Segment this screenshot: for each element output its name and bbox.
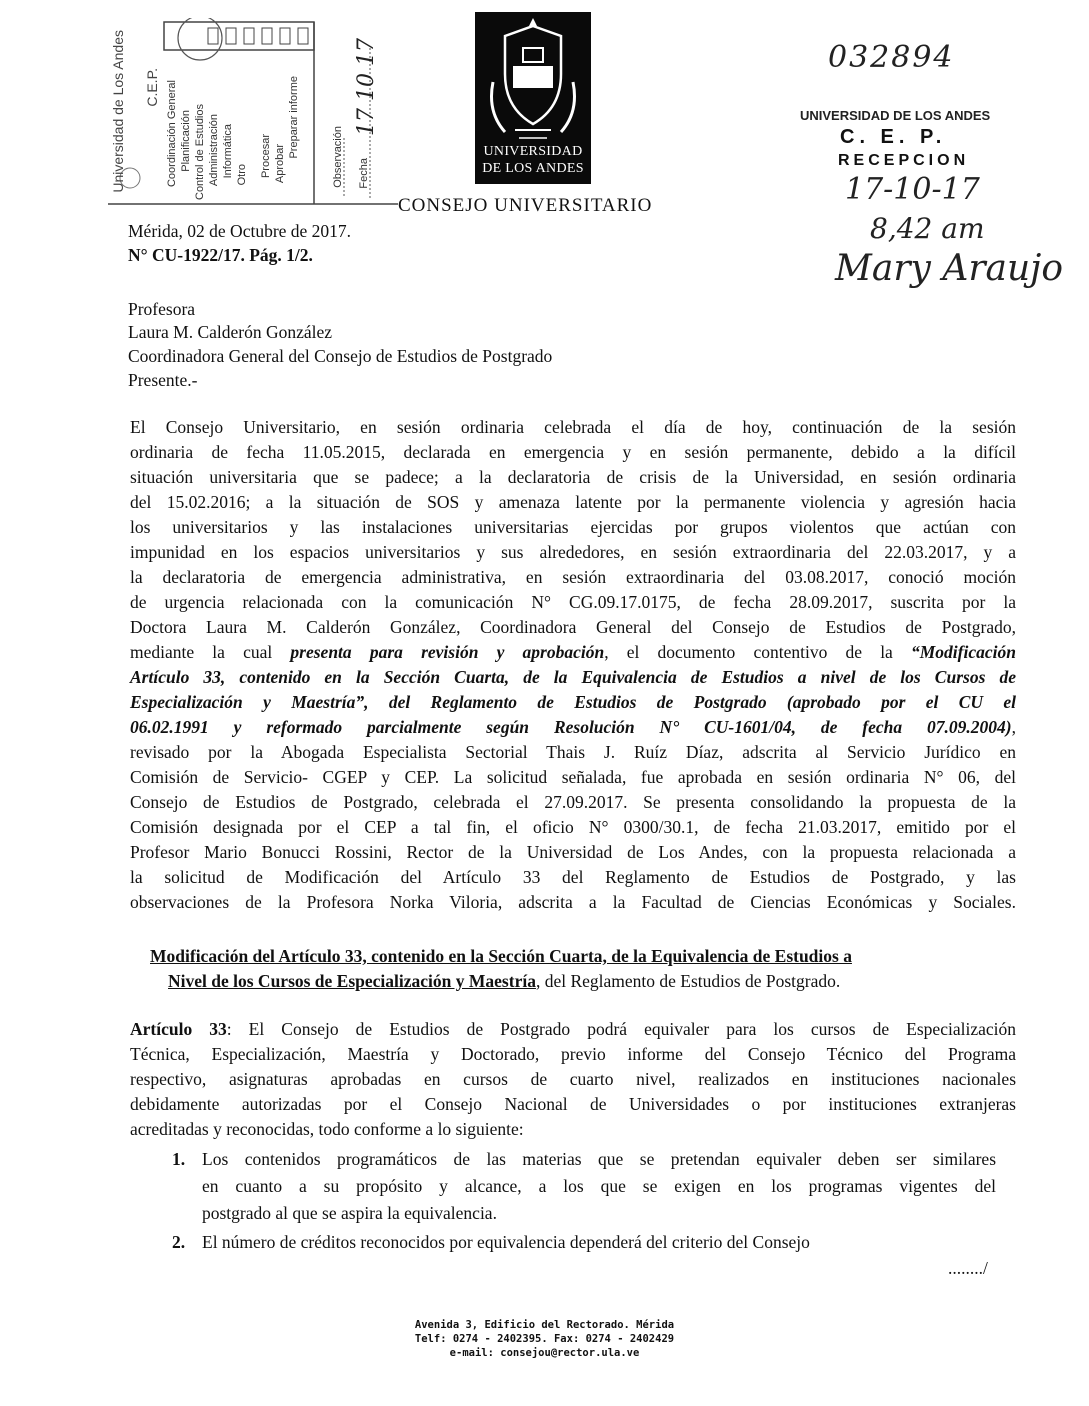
section-title-underlined: Nivel de los Cursos de Especialización y Maestría <box>168 971 536 991</box>
reception-university: UNIVERSIDAD DE LOS ANDES <box>800 108 991 123</box>
stamp-fecha-value: 17 10 17 <box>354 38 379 136</box>
logo-text-line2: DE LOS ANDES <box>482 161 584 176</box>
body-line: del 15.02.2016; a la situación de SOS y amenaza latente por la permanente violencia y agresión hacia <box>130 492 1016 512</box>
stamp-item: Administración <box>208 114 220 187</box>
article-label: Artículo 33 <box>130 1019 227 1039</box>
body-text: mediante la cual <box>130 642 291 662</box>
body-emphasis: “Modificación <box>911 642 1016 662</box>
list-number: 2. <box>172 1232 186 1252</box>
body-emphasis: presenta para revisión y aprobación <box>290 642 605 662</box>
logo-text-line1: UNIVERSIDAD <box>483 144 583 159</box>
stamp-item: Planificación <box>180 110 192 172</box>
body-line: observaciones de la Profesora Norka Viloria, adscrita a la Facultad de Ciencias Económicas y Sociales. <box>130 892 1016 912</box>
addressee-position: Coordinadora General del Consejo de Estudios de Postgrado <box>128 346 553 366</box>
registration-number: 032894 <box>828 40 955 75</box>
article-line-first <box>130 1019 1016 1040</box>
body-line: impunidad en los espacios universitarios y sus alrededores, en sesión extraordinaria del 22.03.2017, y a <box>130 542 1016 562</box>
article-line: Técnica, Especialización, Maestría y Doctorado, previo informe del Consejo Técnico del Programa <box>130 1044 1016 1064</box>
list-item-line: Los contenidos programáticos de las materias que se pretendan equivaler deben ser similares <box>202 1149 996 1169</box>
list-number: 1. <box>172 1149 186 1169</box>
body-line: de urgencia relacionada con la comunicación N° CG.09.17.0175, de fecha 28.09.2017, suscrita por la <box>130 592 1016 612</box>
body-line: Profesor Mario Bonucci Rossini, Rector de la Universidad de Los Andes, con la propuesta relacionada a <box>130 842 1016 862</box>
document-reference: N° CU-1922/17. Pág. 1/2. <box>128 245 313 265</box>
article-line: acreditadas y reconocidas, todo conforme a lo siguiente: <box>130 1119 524 1139</box>
document-date: Mérida, 02 de Octubre de 2017. <box>128 221 352 241</box>
stamp-cep: C.E.P. <box>144 68 160 107</box>
article-line: debidamente autorizadas por el Consejo Nacional de Universidades o por instituciones extranjeras <box>130 1094 1016 1114</box>
continuation-mark: ......../ <box>948 1258 988 1278</box>
body-line: ordinaria de fecha 11.05.2015, declarada en emergencia y en sesión permanente, debido a la difícil <box>130 442 1016 462</box>
body-line: la declaratoria de emergencia administrativa, en sesión extraordinaria del 03.08.2017, conoció moción <box>130 567 1016 587</box>
addressee-presente: Presente.- <box>128 370 198 390</box>
stamp-item: Control de Estudios <box>194 104 206 200</box>
body-line: Consejo de Estudios de Postgrado, celebrada el 27.09.2017. Se presenta consolidando la propuesta de la <box>130 792 1016 812</box>
footer-address: Avenida 3, Edificio del Rectorado. Mérida <box>414 1319 675 1331</box>
body-text: , el documento contentivo de la <box>604 642 911 662</box>
body-line-mixed <box>130 642 1016 663</box>
section-title-line2 <box>168 971 840 992</box>
body-line: situación universitaria que se padece; a la declaratoria de crisis de la Universidad, en sesión ordinaria <box>130 467 1016 487</box>
stamp-item: Coordinación General <box>166 80 178 188</box>
reception-date: 17-10-17 <box>845 172 980 207</box>
footer-phone: Telf: 0274 - 2402395. Fax: 0274 - 2402429 <box>414 1333 675 1345</box>
body-text: , <box>1011 717 1016 737</box>
body-line: Comisión designada por el CEP a tal fin, el oficio N° 0300/30.1, de fecha 21.03.2017, emitido por el <box>130 817 1016 837</box>
body-line-emphasis: Artículo 33, contenido en la Sección Cuarta, de la Equivalencia de Estudios a nivel de los Cursos de <box>130 667 1016 687</box>
reception-cep: C. E. P. <box>840 126 947 148</box>
reception-signature: Mary Araujo <box>835 248 1064 289</box>
body-line-emphasis: Especialización y Maestría”, del Reglamento de Estudios de Postgrado (aprobado por el CU el <box>130 692 1016 712</box>
body-line-mixed <box>130 717 1016 738</box>
stamp-item: Aprobar <box>274 144 286 184</box>
addressee-title: Profesora <box>128 299 196 319</box>
body-line: Doctora Laura M. Calderón González, Coordinadora General del Consejo de Estudios de Postgrado, <box>130 617 1016 637</box>
stamp-item: Observación <box>332 126 344 188</box>
article-text: : El Consejo de Estudios de Postgrado podrá equivaler para los cursos de Especialización <box>226 1019 1016 1039</box>
routing-stamp <box>108 18 398 206</box>
body-line: revisado por la Abogada Especialista Sectorial Thais J. Ruíz Díaz, adscrita al Servicio Jurídico en <box>130 742 1016 762</box>
council-heading: CONSEJO UNIVERSITARIO <box>398 195 653 216</box>
body-emphasis: 06.02.1991 y reformado parcialmente según Resolución N° CU-1601/04, de fecha 07.09.2004) <box>130 717 1012 737</box>
list-item-line: postgrado al que se aspira la equivalencia. <box>202 1203 497 1223</box>
body-line: los universitarios y las instalaciones universitarias ejercidas por grupos violentos que actúan con <box>130 517 1016 537</box>
stamp-university: Universidad de Los Andes <box>110 30 126 193</box>
stamp-item: Otro <box>236 164 248 186</box>
reception-time: 8,42 am <box>870 212 985 245</box>
body-line: El Consejo Universitario, en sesión ordinaria celebrada el día de hoy, continuación de la sesión <box>130 417 1016 437</box>
footer <box>0 1318 1089 1360</box>
list-item-line: en cuanto a su propósito y alcance, a los que se exigen en los programas vigentes del <box>202 1176 996 1196</box>
stamp-item: Procesar <box>260 134 272 179</box>
section-title-line1: Modificación del Artículo 33, contenido en la Sección Cuarta, de la Equivalencia de Estudios a <box>150 946 852 966</box>
article-line: respectivo, asignaturas aprobadas en cursos de cuarto nivel, realizados en instituciones nacionales <box>130 1069 1016 1089</box>
body-line: Comisión de Servicio- CGEP y CEP. La solicitud señalada, fue aprobada en sesión ordinaria N° 06, del <box>130 767 1016 787</box>
section-title-rest: , del Reglamento de Estudios de Postgrado. <box>535 971 841 991</box>
stamp-fecha-label: Fecha <box>358 158 370 189</box>
footer-email: e-mail: consejou@rector.ula.ve <box>449 1347 640 1359</box>
stamp-item: Preparar informe <box>288 76 300 159</box>
reception-label: RECEPCION <box>838 152 970 169</box>
addressee-name: Laura M. Calderón González <box>128 322 333 342</box>
list-item-line: El número de créditos reconocidos por equivalencia dependerá del criterio del Consejo <box>202 1232 810 1252</box>
stamp-item: Informática <box>222 124 234 179</box>
body-line: la solicitud de Modificación del Artículo 33 del Reglamento de Estudios de Postgrado, y las <box>130 867 1016 887</box>
